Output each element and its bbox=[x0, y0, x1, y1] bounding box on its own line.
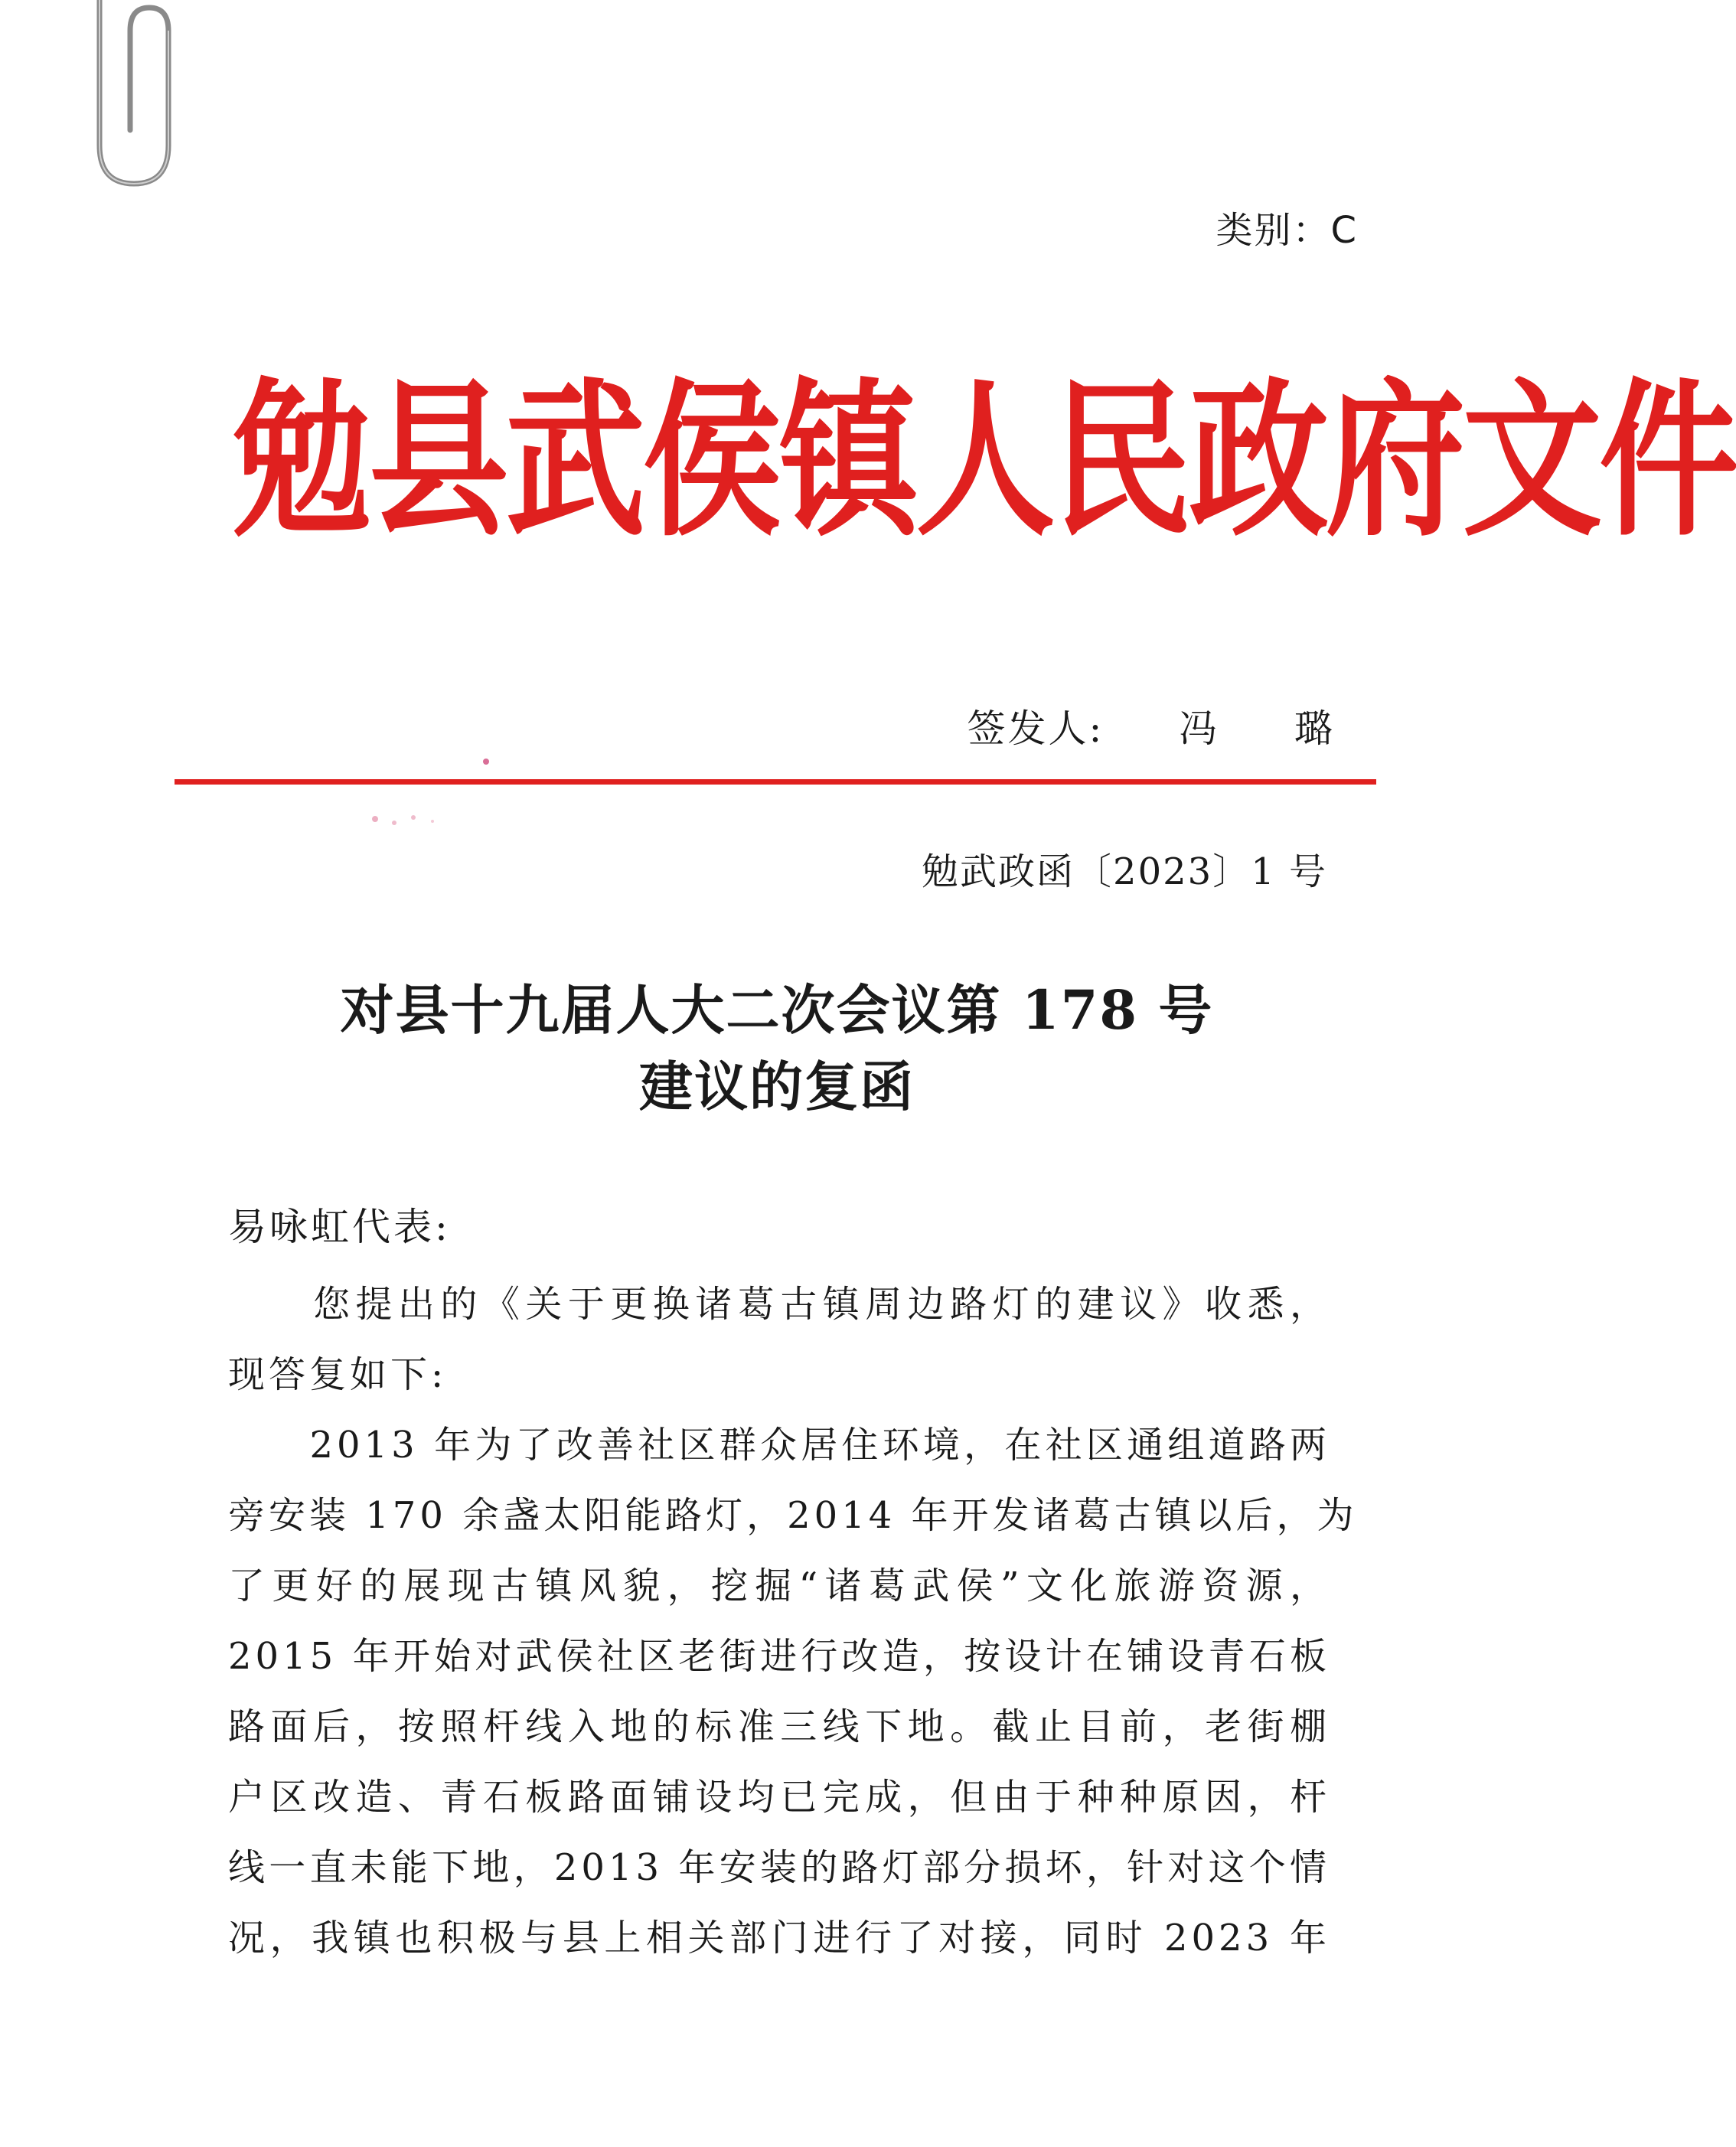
stamp-smudge-icon bbox=[360, 796, 452, 842]
body-line: 2013 年为了改善社区群众居住环境，在社区通组道路两 bbox=[228, 1424, 1330, 1467]
letter-title-line-1: 对县十九届人大二次会议第 178 号 bbox=[340, 978, 1214, 1042]
body-line: 线一直未能下地，2013 年安装的路灯部分损坏，针对这个情 bbox=[228, 1846, 1330, 1889]
body-line: 现答复如下: bbox=[228, 1353, 448, 1396]
letter-title-line-2: 建议的复函 bbox=[639, 1055, 915, 1118]
signer-label: 签发人: bbox=[967, 706, 1105, 751]
body-line: 您提出的《关于更换诸葛古镇周边路灯的建议》收悉， bbox=[228, 1283, 1330, 1326]
body-line: 了更好的展现古镇风貌，挖掘“诸葛武侯”文化旅游资源， bbox=[228, 1565, 1330, 1607]
body-line: 况，我镇也积极与县上相关部门进行了对接，同时 2023 年 bbox=[228, 1917, 1330, 1959]
body-line: 2015 年开始对武侯社区老街进行改造，按设计在铺设青石板 bbox=[228, 1635, 1330, 1678]
body-line: 旁安装 170 余盏太阳能路灯，2014 年开发诸葛古镇以后，为 bbox=[228, 1494, 1358, 1537]
body-line: 路面后，按照杆线入地的标准三线下地。截止目前，老街棚 bbox=[228, 1705, 1330, 1748]
signer-name-first: 冯 bbox=[1179, 706, 1220, 751]
body-line: 户区改造、青石板路面铺设均已完成，但由于种种原因，杆 bbox=[228, 1776, 1330, 1819]
salutation: 易咏虹代表: bbox=[228, 1205, 451, 1249]
signer-name-second: 璐 bbox=[1294, 706, 1335, 751]
letter-title bbox=[191, 972, 1362, 1125]
category-label: 类别：C bbox=[1216, 209, 1358, 252]
signer-line bbox=[968, 698, 1335, 753]
masthead-title: 勉县武侯镇人民政府文件 bbox=[232, 364, 1736, 560]
paperclip-icon bbox=[84, 0, 184, 191]
letter-body bbox=[228, 1269, 1358, 1973]
stamp-smudge-icon bbox=[475, 750, 498, 773]
document-number: 勉武政函〔2023〕1 号 bbox=[922, 850, 1327, 893]
red-divider-line bbox=[175, 779, 1376, 785]
